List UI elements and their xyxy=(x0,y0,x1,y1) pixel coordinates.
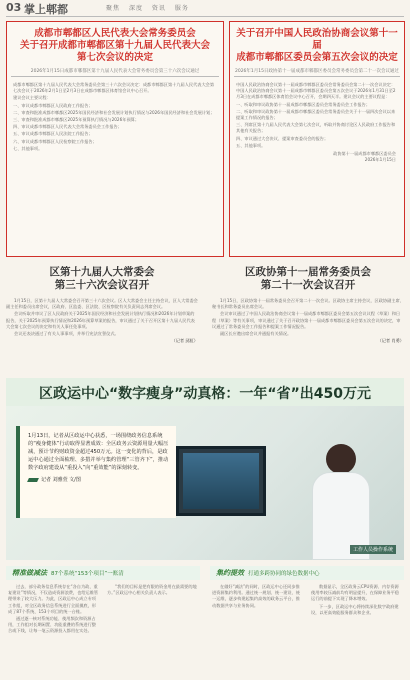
paragraph: 一、审议成都市郫都区人民政府工作报告； xyxy=(13,102,93,108)
paragraph: 过去，部分政务信息系统存在“各自为政、重复建设”等情况，不仅造成资源浪费，也给运维管理带来了较大压力。为此，区政运中心成立专项工作组，对全区政务信息系统进行全面摸底，形成了87个系统、153个项目的统一台账。 xyxy=(8,584,99,614)
headline-line: 区第十九届人大常委会 xyxy=(49,266,155,278)
title-line: 成都市郫都区委员会第五次会议的决定 xyxy=(236,52,398,63)
cppcc-decision-title xyxy=(234,28,400,64)
feature-lead: 1月13日，记者从区政运中心获悉，一场围绕政务信息系统的“瘦身健体”行动取得显著成效：全区政务云资源用量大幅压减，预计节约财政资金超过450万元。这一变化的背后，是政运中心通过全面梳理、多措并举与集约管理“三管齐下”，推动数字政府建设从“重投入”向“重效能”的深刻转变。 xyxy=(28,433,169,471)
npc-meeting-headline xyxy=(6,266,198,292)
worker-head xyxy=(326,444,356,474)
subsection-tag: 精准做减法 xyxy=(12,569,47,577)
paragraph: 在做好“减法”的同时，区政运中心还同步推进资源集约利用。通过统一规划、统一建设、统一运维，逐步构建起集约高效的政务云平台，推动数据共享与业务协同。 xyxy=(212,584,300,608)
tag-focus: 聚焦 xyxy=(106,5,121,12)
subsection-precise-cuts xyxy=(6,566,200,680)
cppcc-decision-subtitle: 2026年1月15日政协第十一届成都市郫都区委员会常务委员会第二十一次会议通过 xyxy=(234,68,400,77)
npc-meeting-article xyxy=(6,266,198,374)
paragraph: 四、审议成都市郫都区人民代表大会常务委员会工作报告； xyxy=(13,124,122,130)
paragraph: 会议听取并审议了区人民政府关于2025年国民经济和社会发展计划执行情况和2026年计划草案的报告，关于2025年预算执行情况和2026年预算草案的报告，审议通过了关于召开区第十九届人民代表大会第七次会议的决定和有关人事任免事项。 xyxy=(6,311,195,329)
title-line: 关于召开成都市郫都区第十九届人民代表大会 xyxy=(19,40,210,51)
feature-lead-card xyxy=(16,426,176,518)
text-column xyxy=(212,584,303,617)
paragraph: 下一步，区政运中心将持续深化数字政府建设，以更高效能服务群众和企业。 xyxy=(311,603,399,615)
text-column xyxy=(311,584,402,617)
paragraph: 二、听取和审议政协第十一届成都市郫都区委员会常务委员会关于十一届四次会议以来提案工作情况的报告； xyxy=(236,108,396,121)
feature-byline xyxy=(28,476,170,483)
headline-line: 第二十一次会议召开 xyxy=(260,279,356,291)
section-tags xyxy=(106,3,195,12)
npc-decision-box xyxy=(6,21,224,257)
npc-decision-title xyxy=(11,28,219,64)
title-line: 第七次会议的决定 xyxy=(76,52,153,63)
subsection-columns xyxy=(6,580,200,636)
monitor-screen xyxy=(183,453,259,509)
cppcc-meeting-headline xyxy=(212,266,404,292)
subsection-headline: 打通多跨协同的绿色数据中心 xyxy=(248,571,320,577)
worker-illustration xyxy=(306,436,376,560)
subsection-columns xyxy=(210,580,404,617)
subsection-banner xyxy=(210,566,404,580)
page-number: 03 xyxy=(6,1,22,14)
cppcc-meeting-body xyxy=(212,298,404,337)
title-line: 成都市郫都区人民代表大会常务委员会 xyxy=(34,28,196,39)
npc-decision-body xyxy=(7,80,223,152)
paragraph: 成都市郫都区第十九届人民代表大会常务委员会第三十六次会议决定：成都市郫都区第十九届人民代表大会第七次会议于2026年2月1日至2月3日在成都市郫都区体育馆会议中心召开。 xyxy=(13,82,215,94)
photo-caption: 工作人员操作系统 xyxy=(350,545,396,554)
paragraph: 会议还表决通过了有关人事事项，并举行宪法宣誓仪式。 xyxy=(14,331,119,337)
text-column xyxy=(8,584,99,636)
paragraph: 一、听取和审议政协第十一届成都市郫都区委员会常务委员会工作报告； xyxy=(236,101,371,107)
pen-icon xyxy=(27,478,39,482)
byline-text: 记者 刘雅萱 文/图 xyxy=(41,477,81,483)
paragraph: 1月15日，区政协第十一届常务委员会召开第二十一次会议。区政协主席主持会议，区政协副主席、秘书长和常务委员出席会议。 xyxy=(212,298,404,310)
paragraph: 六、审议成都市郫都区人民检察院工作报告； xyxy=(13,138,97,144)
npc-meeting-body xyxy=(6,298,198,337)
cppcc-signature xyxy=(230,151,404,163)
feature-story xyxy=(6,378,404,560)
paragraph: 七、其他事项。 xyxy=(13,145,43,151)
subsection-intensive-efficiency xyxy=(210,566,404,680)
signature-date: 2026年1月15日 xyxy=(364,157,396,163)
paragraph: 会议审议通过了中国人民政治协商会议第十一届成都市郫都区委员会第五次会议议程（草案）和日程（草案）等有关事项，审议通过了关于召开政协第十一届成都市郫都区委员会第五次会议的决定，审议通过了常务委员会工作报告和提案工作情况报告。 xyxy=(212,311,401,329)
cppcc-meeting-article xyxy=(212,266,404,374)
headline-line: 第三十六次会议召开 xyxy=(54,279,150,291)
tag-news: 资讯 xyxy=(151,5,166,12)
paragraph: 三、审查和批准成都市郫都区2025年预算执行情况与2026年预算； xyxy=(13,117,140,123)
feature-photo xyxy=(6,406,404,560)
cppcc-decision-box xyxy=(229,21,405,257)
signature-org: 政协第十一届成都市郫都区委员会 xyxy=(333,151,396,157)
text-column xyxy=(107,584,198,636)
masthead-divider xyxy=(6,16,404,17)
monitor-illustration xyxy=(176,446,266,516)
paragraph: 五、其他事项。 xyxy=(236,142,266,148)
subsection-banner xyxy=(6,566,200,580)
section-title: 掌上郫都 xyxy=(24,3,68,16)
tag-depth: 深度 xyxy=(128,5,143,12)
paragraph: “我们的目标是把有限的资金用在最需要的地方。”区政运中心相关负责人表示。 xyxy=(107,584,197,596)
tag-service: 服务 xyxy=(174,5,189,12)
paragraph: 五、审议成都市郫都区人民法院工作报告； xyxy=(13,131,93,137)
paragraph: 1月15日，区第十九届人大常委会召开第三十六次会议。区人大常委会主任主持会议，区人大常委会副主任和委员出席会议，区政府、区监委、区法院、区检察院有关负责同志列席会议。 xyxy=(6,298,198,310)
npc-decision-subtitle: 2026年1月15日成都市郫都区第十九届人民代表大会常务委员会第三十六次会议通过 xyxy=(11,68,219,77)
masthead xyxy=(0,0,410,17)
paragraph: 通过逐一核对系统功能、使用频次和资源占用，工作组对长期闲置、功能重叠的系统进行整合或下线，让每一笔云资源投入都用在实处。 xyxy=(8,616,96,634)
subsection-tag: 集约提效 xyxy=(216,569,244,577)
paragraph: 二、审查和批准成都市郫都区2025年国民经济和社会发展计划执行情况与2026年国民经济和社会发展计划； xyxy=(13,109,215,115)
paragraph: 数据显示，全区政务云CPU资源、内存资源使用率较压减前均有明显提升，在保障业务平稳运行的前提下实现了降本增效。 xyxy=(311,584,399,602)
paragraph: 副区长应邀出席会议并通报有关情况。 xyxy=(220,331,292,337)
headline-line: 区政协第十一届常务委员会 xyxy=(245,266,371,278)
paragraph: 四、审议通过大会决议、提案审查委员会的报告； xyxy=(236,135,329,141)
subsection-headline: 87个系统“153个项目”一账清 xyxy=(51,571,124,577)
feature-headline: 区政运中心“数字瘦身”动真格：一年“省”出450万元 xyxy=(38,386,372,402)
paragraph: 中国人民政治协商会议第十一届成都市郫都区委员会常务委员会第二十一次会议决定：中国人民政治协商会议第十一届成都市郫都区委员会第五次会议于2026年1月31日至2月3日在成都市郫都区体育馆会议中心召开，会期四天半。建议会议的主要议程是： xyxy=(236,82,396,100)
paragraph: 三、列席区第十九届人民代表大会第七次会议，听取并协商讨论区人民政府工作报告和其他有关报告； xyxy=(236,122,396,134)
cppcc-decision-body xyxy=(230,80,404,149)
title-line: 关于召开中国人民政治协商会议第十一届 xyxy=(236,28,398,51)
paragraph: 建议会议主要议程： xyxy=(13,95,51,101)
npc-meeting-author: （记者 邱虹） xyxy=(171,338,198,344)
cppcc-meeting-author: （记者 肖勇） xyxy=(377,338,404,344)
